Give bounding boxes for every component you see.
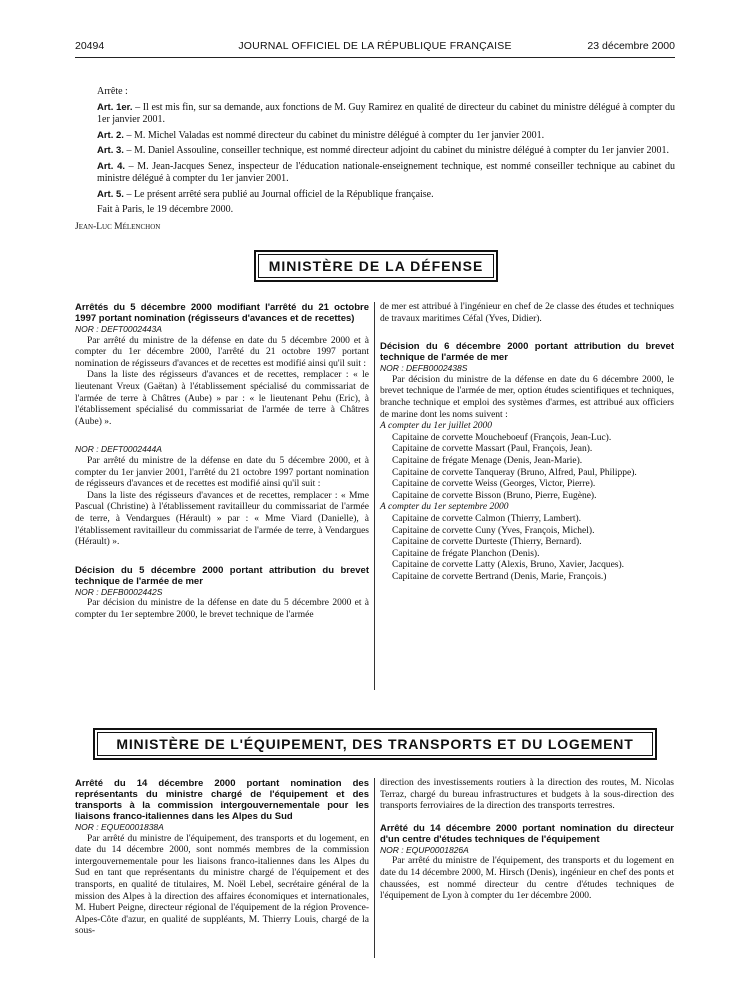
previous-decree-end: [75, 86, 675, 236]
article-label: Art. 2.: [97, 129, 124, 141]
decision-title: Décision du 5 décembre 2000 portant attribution du brevet technique de l'armée de mer: [75, 564, 369, 587]
list-item: Capitaine de corvette Bisson (Bruno, Pierre, Eugène).: [392, 490, 597, 501]
equipement-left-column: [75, 778, 369, 938]
page-number: 20494: [75, 40, 105, 52]
header-rule: [75, 57, 675, 58]
paragraph-continued: direction des investissements routiers à la direction des routes, M. Nicolas Terraz, chargé du bureau infrastructures et budgets à la sous-direction des transports ferroviaires de la direction des transports terrestres.: [380, 778, 674, 812]
paragraph: Par arrêté du ministre de l'équipement, des transports et du logement en date du 14 décembre 2000, M. Hirsch (Denis), ingénieur en chef des ponts et chaussées, est nommé directeur du centre d'études techniques de l'équipement de Lyon à compter du 1er décembre 2000.: [380, 856, 674, 902]
list-item: Capitaine de corvette Tanqueray (Bruno, Alfred, Paul, Philippe).: [392, 467, 637, 478]
arrete-label: Arrête :: [97, 86, 128, 97]
signature: Jean-Luc Mélenchon: [75, 221, 161, 232]
list-item: Capitaine de corvette Calmon (Thierry, Lambert).: [392, 513, 582, 524]
paragraph: Dans la liste des régisseurs d'avances et de recettes, remplacer : « le lieutenant Vreux (Gaëtan) à l'établissement spécialisé du commissariat de l'armée de terre à Châtres (Aube) » par : « le lieutenant Pehu (Eric), à l'établissement spécialisé du commissariat de l'armée de terre à Châtres (Aube) ».: [75, 370, 369, 427]
banner-inner: MINISTÈRE DE LA DÉFENSE: [258, 254, 494, 278]
list-item: Capitaine de frégate Planchon (Denis).: [392, 548, 540, 559]
article-3: [75, 145, 675, 158]
arrete-title: Arrêté du 14 décembre 2000 portant nomination du directeur d'un centre d'études techniques de l'équipement: [380, 822, 674, 845]
list-item: Capitaine de corvette Moucheboeuf (François, Jean-Luc).: [392, 432, 612, 443]
issue-date: 23 décembre 2000: [587, 40, 675, 52]
article-label: Art. 3.: [97, 145, 124, 156]
list-item: Capitaine de corvette Durteste (Thierry, Bernard).: [392, 537, 582, 548]
decision-title: Décision du 6 décembre 2000 portant attribution du brevet technique de l'armée de mer: [380, 341, 674, 364]
article-label: Art. 4.: [97, 160, 126, 172]
article-text: – M. Jean-Jacques Senez, inspecteur de l'éducation nationale-enseignement technique, est nommé conseiller technique au cabinet du ministre délégué à compter du 1er janvier 2001.: [97, 160, 675, 184]
paragraph: Par décision du ministre de la défense en date du 6 décembre 2000, le brevet technique de l'armée de mer, option études scientifiques et techniques, branche technique et emploi des systèmes d'armes, est attribué aux officiers de marine dont les noms suivent :: [380, 374, 674, 420]
article-text: – Il est mis fin, sur sa demande, aux fonctions de M. Guy Ramirez en qualité de directeur du cabinet du ministre délégué à compter du 1er janvier 2001.: [97, 101, 675, 125]
ministry-banner-defense: [254, 250, 498, 282]
nor-code: NOR : EQUE0001838A: [75, 822, 164, 832]
paragraph: Par arrêté du ministre de l'équipement, des transports et du logement, en date du 14 décembre 2000, sont nommés membres de la commission intergouvernementale pour les liaisons franco-italiennes dans les Alpes du Sud en tant que représentants du ministre chargé de l'équipement et des transports, en qualité de titulaires, M. Noël Lebel, secrétaire général de la mission des Alpes à la direction des affaires économiques et internationales, M. Hubert Peigne, directeur régional de l'équipement de la région Provence-Alpes-Côte d'azur, en qualité de suppléants, M. Thierry Louis, chargé de la sous-: [75, 833, 369, 937]
effective-date-heading: A compter du 1er septembre 2000: [380, 502, 509, 513]
journal-title: JOURNAL OFFICIEL DE LA RÉPUBLIQUE FRANÇAISE: [238, 40, 512, 52]
column-divider: [374, 778, 375, 958]
paragraph: Par arrêté du ministre de la défense en date du 5 décembre 2000, et à compter du 1er janvier 2001, l'arrêté du 21 octobre 1997 portant nomination de régisseurs d'avances et de recettes est modifié ainsi qu'il suit :: [75, 455, 369, 490]
article-4: [75, 161, 675, 186]
paragraph: Par arrêté du ministre de la défense en date du 5 décembre 2000 et à compter du 1er décembre 2000, l'arrêté du 21 octobre 1997 portant nomination de régisseurs d'avances et de recettes est modifié ainsi qu'il suit :: [75, 335, 369, 369]
article-label: Art. 1er.: [97, 101, 133, 113]
equipement-right-column: [380, 778, 674, 903]
nor-code: NOR : EQUP0001826A: [380, 844, 469, 855]
list-item: Capitaine de corvette Massart (Paul, François, Jean).: [392, 444, 593, 455]
list-item: Capitaine de corvette Weiss (Georges, Victor, Pierre).: [392, 479, 596, 490]
list-item: Capitaine de corvette Latty (Alexis, Bruno, Xavier, Jacques).: [392, 560, 625, 571]
paragraph-continued: de mer est attribué à l'ingénieur en chef de 2e classe des études et techniques de travaux maritimes Céfal (Yves, Didier).: [380, 302, 674, 324]
banner-inner: MINISTÈRE DE L'ÉQUIPEMENT, DES TRANSPORTS ET DU LOGEMENT: [97, 732, 653, 756]
article-1: [75, 102, 675, 127]
article-2: [75, 130, 675, 143]
officer-list: [380, 433, 674, 503]
article-text: – Le présent arrêté sera publié au Journal officiel de la République française.: [123, 188, 434, 200]
ministry-banner-equipement: [93, 728, 657, 760]
list-item: Capitaine de frégate Menage (Denis, Jean-Marie).: [392, 455, 583, 466]
effective-date-heading: A compter du 1er juillet 2000: [380, 421, 492, 432]
fait-a-paris: Fait à Paris, le 19 décembre 2000.: [97, 204, 234, 215]
list-item: Capitaine de corvette Cuny (Yves, François, Michel).: [392, 525, 595, 536]
defense-right-column: [380, 302, 674, 583]
list-item: Capitaine de corvette Bertrand (Denis, Marie, François.): [392, 571, 607, 582]
arretes-title: Arrêtés du 5 décembre 2000 modifiant l'arrêté du 21 octobre 1997 portant nomination (régisseurs d'avances et de recettes): [75, 302, 369, 324]
paragraph: Dans la liste des régisseurs d'avances et de recettes, remplacer : « Mme Pascual (Christine) à l'établissement ravitailleur du commissariat de l'armée de terre, à Vendargues (Hérault) » par : « Mme Viard (Danielle), à l'établissement ravitailleur du commissariat de l'armée de terre, à Vendargues (Hérault) ».: [75, 490, 369, 548]
arrete-title: Arrêté du 14 décembre 2000 portant nomination des représentants du ministre chargé de l'équipement et des transports à la commission intergouvernementale pour les liaisons franco-italiennes dans les Alpes du Sud: [75, 778, 369, 822]
page-header: [75, 40, 675, 56]
nor-code: NOR : DEFT0002443A: [75, 324, 162, 334]
nor-code: NOR : DEFB0002442S: [75, 586, 163, 597]
nor-code: NOR : DEFB0002438S: [380, 363, 468, 374]
article-text: – M. Michel Valadas est nommé directeur du cabinet du ministre délégué à compter du 1er janvier 2001.: [123, 129, 545, 141]
article-5: [75, 189, 675, 202]
nor-code: NOR : DEFT0002444A: [75, 444, 162, 455]
defense-left-column: [75, 302, 369, 621]
column-divider: [374, 302, 375, 690]
paragraph: Par décision du ministre de la défense en date du 5 décembre 2000 et à compter du 1er septembre 2000, le brevet technique de l'armée: [75, 598, 369, 620]
officer-list: [380, 514, 674, 584]
article-label: Art. 5.: [97, 188, 124, 200]
article-text: – M. Daniel Assouline, conseiller technique, est nommé directeur adjoint du cabinet du ministre délégué à compter du 1er janvier 2001.: [123, 145, 670, 156]
